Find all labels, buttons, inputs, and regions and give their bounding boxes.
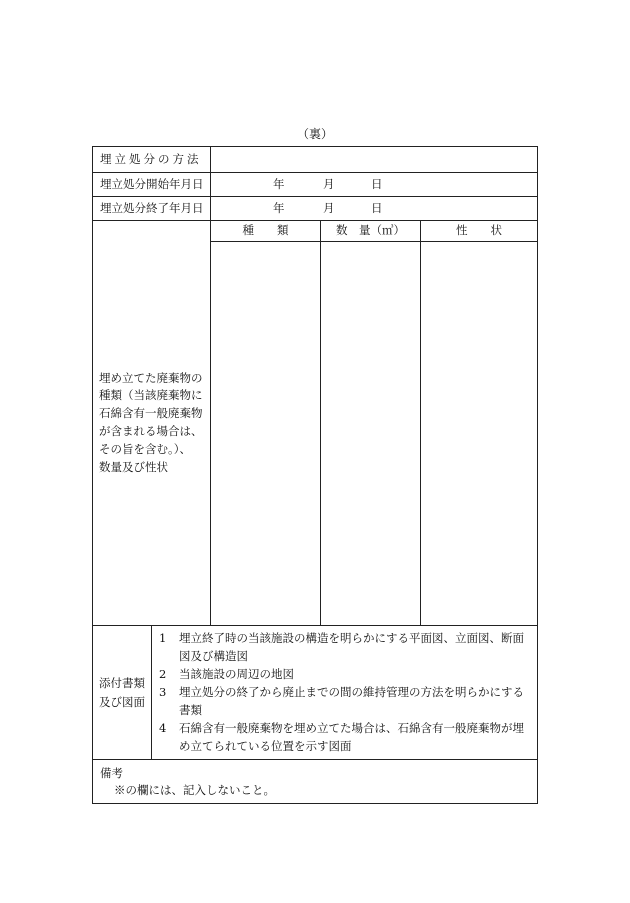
start-date-label: 埋立処分開始年月日 <box>93 173 211 197</box>
start-date-row <box>93 173 538 197</box>
end-date-row <box>93 197 538 221</box>
attachment-number: 2 <box>159 667 167 681</box>
remarks-cell <box>93 760 538 804</box>
remarks-note: ※の欄には、記入しないこと。 <box>114 783 275 797</box>
attachment-item <box>159 719 531 755</box>
end-date-field[interactable] <box>211 197 538 221</box>
remarks-row <box>93 760 538 804</box>
waste-type-field[interactable] <box>211 242 321 626</box>
start-date-field[interactable] <box>211 173 538 197</box>
method-label: 埋立処分の方法 <box>93 147 211 173</box>
end-month-label: 月 <box>323 200 335 215</box>
attachments-list <box>152 626 538 760</box>
attachments-label-line: 添付書類 <box>99 676 145 691</box>
attachment-text: 埋立終了時の当該施設の構造を明らかにする平面図、立面図、断面図及び構造図 <box>179 631 524 663</box>
attachments-label-line: 及び図面 <box>99 694 145 709</box>
waste-quantity-header: 数 量（㎥） <box>321 221 421 242</box>
remarks-title: 備考 <box>100 766 123 780</box>
waste-nature-header: 性 状 <box>421 221 538 242</box>
attachment-text: 埋立処分の終了から廃止までの間の維持管理の方法を明らかにする書類 <box>179 685 524 717</box>
completion-report-form <box>92 146 538 804</box>
waste-type-header: 種 類 <box>211 221 321 242</box>
waste-label-line: 数量及び性状 <box>99 459 168 474</box>
waste-label-line: 石綿含有一般廃棄物 <box>99 406 203 421</box>
start-month-label: 月 <box>323 176 335 191</box>
attachment-text: 当該施設の周辺の地図 <box>179 667 294 681</box>
end-year-label: 年 <box>273 200 285 215</box>
waste-label-line: 埋め立てた廃棄物の <box>99 370 203 385</box>
end-day-label: 日 <box>371 200 383 215</box>
attachments-label <box>93 626 152 760</box>
attachment-item <box>159 629 531 665</box>
start-day-label: 日 <box>371 176 383 191</box>
attachment-number: 1 <box>159 631 167 645</box>
waste-label-line: 種類（当該廃棄物に <box>99 388 203 403</box>
waste-label-line: が含まれる場合は、 <box>99 424 203 438</box>
waste-quantity-field[interactable] <box>321 242 421 626</box>
attachments-row <box>93 626 538 760</box>
end-date-label: 埋立処分終了年月日 <box>93 197 211 221</box>
attachment-number: 4 <box>159 721 167 735</box>
attachment-item <box>159 665 531 683</box>
start-year-label: 年 <box>273 176 285 191</box>
waste-label <box>93 221 211 626</box>
attachment-number: 3 <box>159 685 167 699</box>
attachment-item <box>159 683 531 719</box>
method-value-field[interactable] <box>211 147 538 173</box>
method-row <box>93 147 538 173</box>
waste-label-line: その旨を含む。）、 <box>99 441 191 456</box>
attachment-text: 石綿含有一般廃棄物を埋め立てた場合は、石綿含有一般廃棄物が埋め立てられている位置を示す図面 <box>179 721 524 753</box>
waste-nature-field[interactable] <box>421 242 538 626</box>
page-title: （裏） <box>296 127 333 141</box>
waste-header-row <box>93 221 538 242</box>
